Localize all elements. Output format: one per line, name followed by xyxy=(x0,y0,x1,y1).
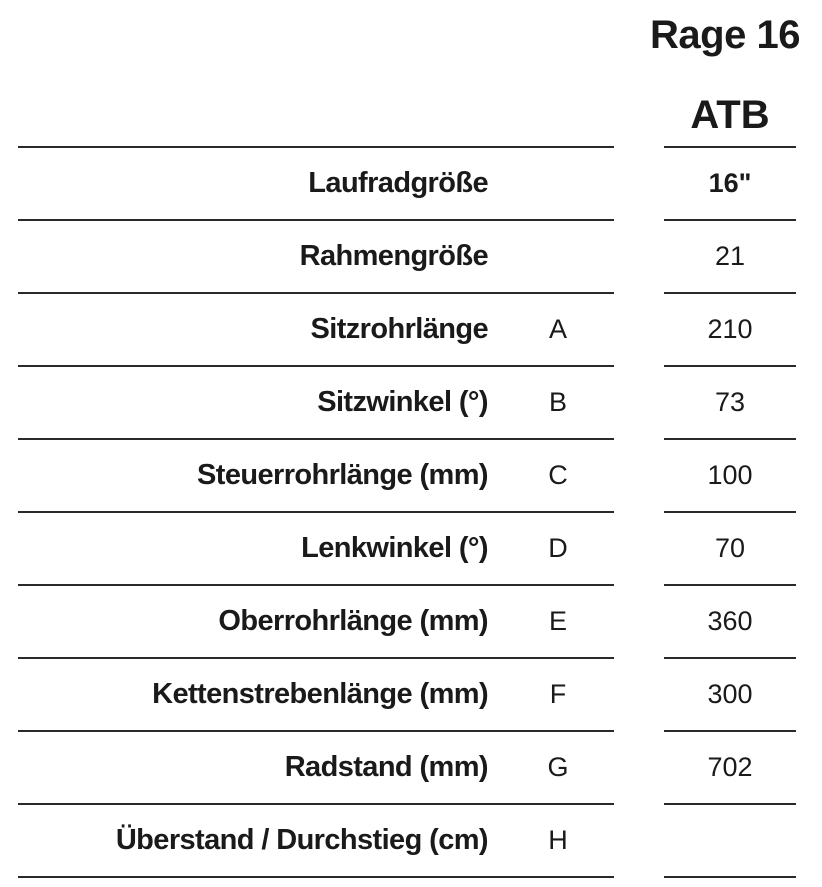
row-label: Rahmengröße xyxy=(299,240,488,272)
row-code xyxy=(528,148,588,219)
row-value: 100 xyxy=(707,460,753,490)
table-row xyxy=(0,803,822,876)
row-value xyxy=(664,805,796,876)
table-row xyxy=(0,219,822,292)
row-label: Steuerrohrlänge (mm) xyxy=(197,459,488,491)
row-code: G xyxy=(547,752,569,782)
table-row xyxy=(0,365,822,438)
row-code: A xyxy=(548,314,567,344)
variant-title: ATB xyxy=(690,93,770,137)
row-label: Sitzwinkel (°) xyxy=(317,386,488,418)
table-row xyxy=(0,438,822,511)
table-bottom-rule xyxy=(0,876,822,878)
row-code: B xyxy=(548,387,567,417)
row-value: 73 xyxy=(714,387,746,417)
row-label: Laufradgröße xyxy=(308,167,488,199)
row-value: 300 xyxy=(707,679,753,709)
table-row xyxy=(0,584,822,657)
row-code: H xyxy=(548,825,568,855)
row-label: Überstand / Durchstieg (cm) xyxy=(115,824,488,856)
table-row xyxy=(0,511,822,584)
model-title: Rage 16 xyxy=(650,13,800,57)
table-row xyxy=(0,146,822,219)
row-code: C xyxy=(548,460,568,490)
table-row xyxy=(0,730,822,803)
row-divider xyxy=(18,876,614,878)
table-row xyxy=(0,657,822,730)
row-code: D xyxy=(548,533,568,563)
row-code xyxy=(528,221,588,292)
row-divider xyxy=(664,876,796,878)
row-label: Oberrohrlänge (mm) xyxy=(218,605,488,637)
row-value: 210 xyxy=(707,314,753,344)
row-divider xyxy=(18,365,614,367)
row-label: Sitzrohrlänge xyxy=(310,313,488,345)
row-value: 702 xyxy=(707,752,753,782)
row-value: 16" xyxy=(708,168,752,198)
row-value: 21 xyxy=(714,241,746,271)
row-value: 360 xyxy=(707,606,753,636)
geometry-table xyxy=(0,146,822,878)
table-row xyxy=(0,292,822,365)
row-label: Radstand (mm) xyxy=(284,751,488,783)
row-code: F xyxy=(549,679,567,709)
row-value: 70 xyxy=(714,533,746,563)
row-label: Kettenstrebenlänge (mm) xyxy=(152,678,488,710)
row-code: E xyxy=(548,606,567,636)
row-label: Lenkwinkel (°) xyxy=(301,532,488,564)
